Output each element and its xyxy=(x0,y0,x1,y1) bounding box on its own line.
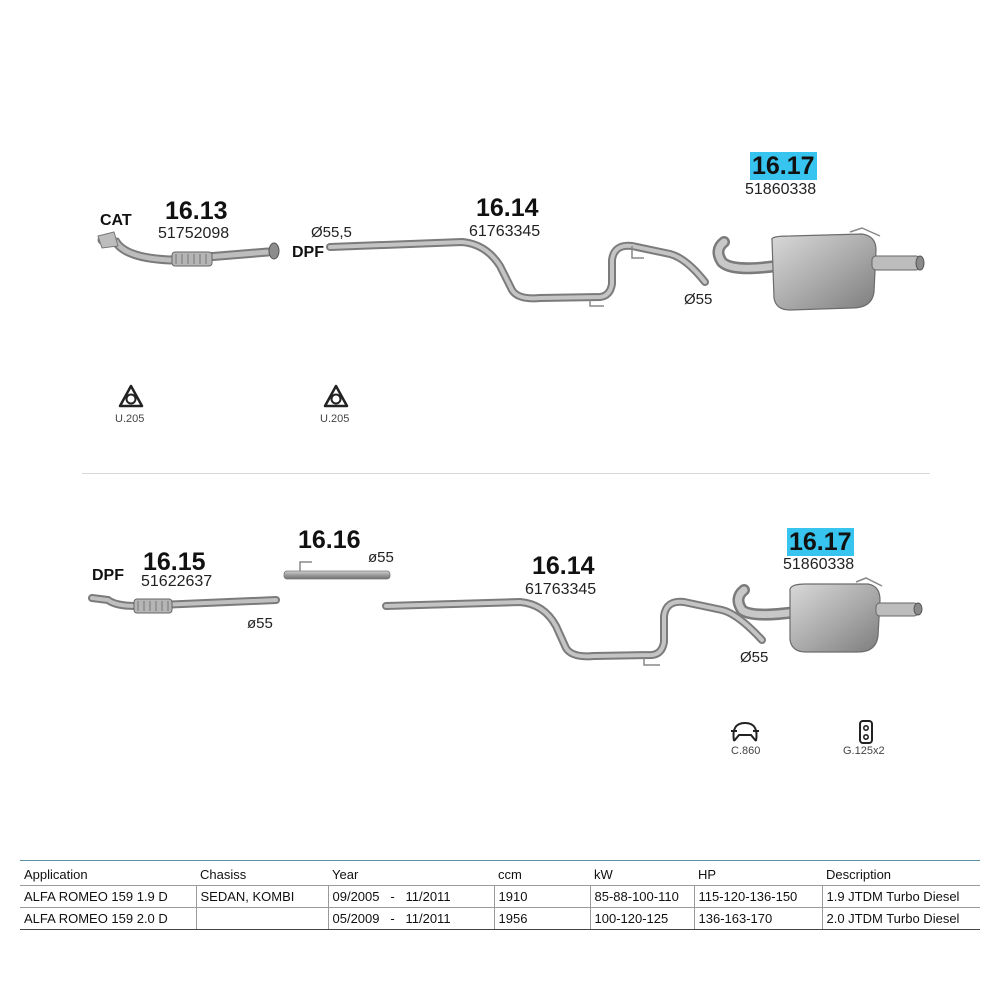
cell-kw: 100-120-125 xyxy=(590,908,694,930)
dpf-label-top: DPF xyxy=(292,244,324,261)
triangle-gasket-icon xyxy=(120,386,142,406)
column-header-application[interactable]: Application xyxy=(20,861,196,886)
cell-hp: 115-120-136-150 xyxy=(694,886,822,908)
part-number-16-16[interactable]: 16.16 xyxy=(298,526,361,554)
table-header-row xyxy=(20,861,980,886)
rear-silencer-16-17-bottom xyxy=(738,578,922,652)
part-number-16-14-bottom[interactable]: 16.14 xyxy=(532,552,595,580)
table-row[interactable] xyxy=(20,908,980,930)
column-header-description[interactable]: Description xyxy=(822,861,980,886)
gasket-code-2: U.205 xyxy=(320,413,350,425)
cell-chassis: SEDAN, KOMBI xyxy=(196,886,328,908)
rubber-hanger-icon xyxy=(860,721,872,743)
gasket-code-1: U.205 xyxy=(115,413,145,425)
section-divider xyxy=(82,473,930,474)
cell-application: ALFA ROMEO 159 2.0 D xyxy=(20,908,196,930)
clamp-code: C.860 xyxy=(731,745,761,757)
diameter-16-14-outlet-bottom: Ø55 xyxy=(740,649,769,666)
diameter-16-14-outlet-top: Ø55 xyxy=(684,291,713,308)
cell-kw: 85-88-100-110 xyxy=(590,886,694,908)
oem-number-16-17-top: 51860338 xyxy=(745,181,817,198)
triangle-gasket-icon xyxy=(325,386,347,406)
cell-ccm: 1910 xyxy=(494,886,590,908)
cell-chassis xyxy=(196,908,328,930)
cell-description: 1.9 JTDM Turbo Diesel xyxy=(822,886,980,908)
rear-silencer-16-17-top xyxy=(718,228,924,310)
part-number-16-17-top[interactable] xyxy=(750,154,817,179)
diameter-16-16: ø55 xyxy=(368,549,394,566)
cell-year: 09/2005 - 11/2011 xyxy=(328,886,494,908)
part-number-16-13[interactable]: 16.13 xyxy=(165,197,228,225)
cell-description: 2.0 JTDM Turbo Diesel xyxy=(822,908,980,930)
cell-year: 05/2009 - 11/2011 xyxy=(328,908,494,930)
cell-hp: 136-163-170 xyxy=(694,908,822,930)
part-number-16-17-bottom[interactable] xyxy=(787,530,854,555)
oem-number-16-13: 51752098 xyxy=(158,225,230,242)
oem-number-16-14-top: 61763345 xyxy=(469,223,541,240)
part-number-16-14-top[interactable]: 16.14 xyxy=(476,194,539,222)
part-number-16-17-top-text: 16.17 xyxy=(752,152,815,180)
column-header-chassis[interactable]: Chasiss xyxy=(196,861,328,886)
application-table xyxy=(20,860,980,930)
middle-pipe-16-14-bottom xyxy=(386,602,762,665)
column-header-ccm[interactable]: ccm xyxy=(494,861,590,886)
clamp-icon xyxy=(731,723,759,741)
front-pipe-16-15 xyxy=(92,598,276,613)
cell-application: ALFA ROMEO 159 1.9 D xyxy=(20,886,196,908)
oem-number-16-14-bottom: 61763345 xyxy=(525,581,597,598)
diameter-16-14-inlet: Ø55,5 xyxy=(311,224,352,241)
hanger-code: G.125x2 xyxy=(843,745,885,757)
diameter-16-15: ø55 xyxy=(247,615,273,632)
part-number-16-15[interactable]: 16.15 xyxy=(143,548,206,576)
part-number-16-17-bottom-text: 16.17 xyxy=(789,528,852,556)
cat-label: CAT xyxy=(100,212,132,229)
cell-ccm: 1956 xyxy=(494,908,590,930)
column-header-year[interactable]: Year xyxy=(328,861,494,886)
oem-number-16-15: 51622637 xyxy=(141,573,213,590)
table-row[interactable] xyxy=(20,886,980,908)
dpf-label-bottom: DPF xyxy=(92,567,124,584)
column-header-kw[interactable]: kW xyxy=(590,861,694,886)
oem-number-16-17-bottom: 51860338 xyxy=(783,556,855,573)
column-header-hp[interactable]: HP xyxy=(694,861,822,886)
middle-pipe-16-14-top xyxy=(330,242,705,306)
